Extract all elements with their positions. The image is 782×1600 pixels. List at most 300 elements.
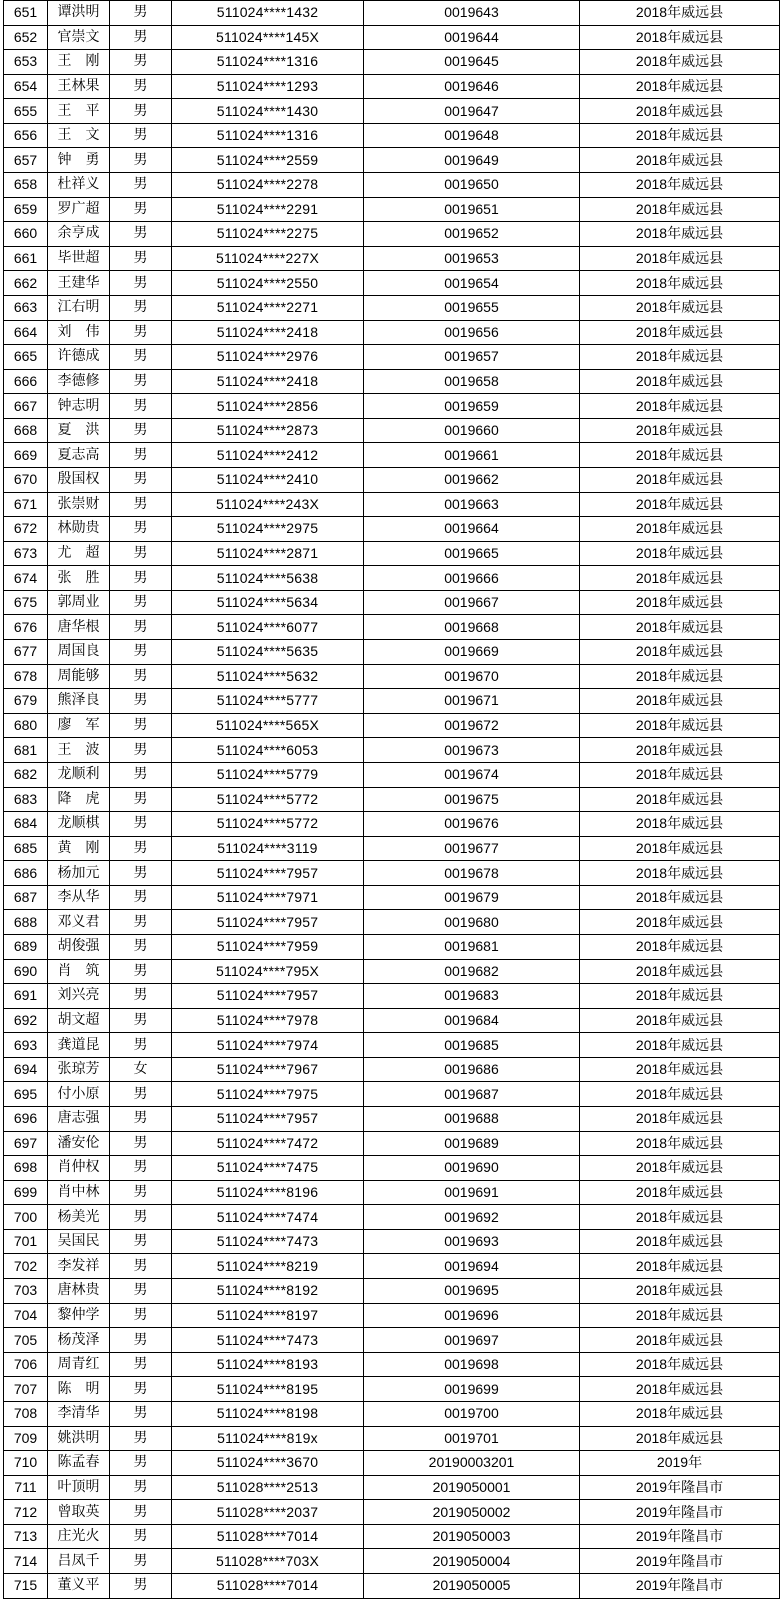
year-region: 2019年隆昌市 [580, 1574, 780, 1599]
person-name: 肖中林 [48, 1180, 110, 1205]
gender: 男 [110, 762, 172, 787]
year-region: 2018年威远县 [580, 934, 780, 959]
certificate-number: 0019666 [364, 566, 580, 591]
id-number: 511024****7967 [172, 1057, 364, 1082]
id-number: 511024****2418 [172, 320, 364, 345]
id-number: 511024****8198 [172, 1401, 364, 1426]
gender: 男 [110, 1229, 172, 1254]
year-region: 2018年威远县 [580, 1082, 780, 1107]
row-number: 666 [4, 369, 48, 394]
year-region: 2018年威远县 [580, 271, 780, 296]
table-row [4, 467, 780, 492]
certificate-number: 0019658 [364, 369, 580, 394]
table-row [4, 713, 780, 738]
id-number: 511024****2873 [172, 418, 364, 443]
year-region: 2018年威远县 [580, 517, 780, 542]
row-number: 709 [4, 1426, 48, 1451]
table-row [4, 566, 780, 591]
year-region: 2018年威远县 [580, 345, 780, 370]
year-region: 2018年威远县 [580, 222, 780, 247]
person-name: 林勋贵 [48, 517, 110, 542]
id-number: 511024****2975 [172, 517, 364, 542]
table-row [4, 148, 780, 173]
certificate-number: 0019651 [364, 197, 580, 222]
table-row [4, 812, 780, 837]
table-row [4, 1254, 780, 1279]
table-row [4, 910, 780, 935]
table-row [4, 664, 780, 689]
year-region: 2018年威远县 [580, 738, 780, 763]
person-name: 唐华根 [48, 615, 110, 640]
year-region: 2018年威远县 [580, 394, 780, 419]
table-row [4, 1451, 780, 1476]
id-number: 511024****2976 [172, 345, 364, 370]
table-row [4, 590, 780, 615]
gender: 男 [110, 74, 172, 99]
year-region: 2018年威远县 [580, 1229, 780, 1254]
row-number: 677 [4, 640, 48, 665]
table-row [4, 1131, 780, 1156]
row-number: 694 [4, 1057, 48, 1082]
certificate-number: 0019650 [364, 173, 580, 198]
year-region: 2018年威远县 [580, 1, 780, 26]
gender: 男 [110, 664, 172, 689]
table-row [4, 1352, 780, 1377]
gender: 男 [110, 689, 172, 714]
year-region: 2018年威远县 [580, 1180, 780, 1205]
table-row [4, 123, 780, 148]
certificate-number: 0019694 [364, 1254, 580, 1279]
id-number: 511024****7975 [172, 1082, 364, 1107]
year-region: 2018年威远县 [580, 1107, 780, 1132]
table-row [4, 861, 780, 886]
row-number: 676 [4, 615, 48, 640]
table-row [4, 934, 780, 959]
row-number: 658 [4, 173, 48, 198]
id-number: 511024****5772 [172, 787, 364, 812]
id-number: 511024****3670 [172, 1451, 364, 1476]
gender: 男 [110, 566, 172, 591]
row-number: 693 [4, 1033, 48, 1058]
row-number: 701 [4, 1229, 48, 1254]
year-region: 2018年威远县 [580, 910, 780, 935]
gender: 男 [110, 1352, 172, 1377]
certificate-number: 0019678 [364, 861, 580, 886]
certificate-number: 2019050002 [364, 1500, 580, 1525]
gender: 男 [110, 1156, 172, 1181]
gender: 男 [110, 1524, 172, 1549]
gender: 男 [110, 418, 172, 443]
year-region: 2018年威远县 [580, 812, 780, 837]
year-region: 2018年威远县 [580, 959, 780, 984]
certificate-number: 0019695 [364, 1279, 580, 1304]
table-row [4, 1156, 780, 1181]
table-row [4, 762, 780, 787]
year-region: 2018年威远县 [580, 99, 780, 124]
row-number: 671 [4, 492, 48, 517]
certificate-number: 0019674 [364, 762, 580, 787]
row-number: 678 [4, 664, 48, 689]
certificate-number: 0019657 [364, 345, 580, 370]
id-number: 511024****2278 [172, 173, 364, 198]
row-number: 688 [4, 910, 48, 935]
table-row [4, 295, 780, 320]
row-number: 704 [4, 1303, 48, 1328]
id-number: 511024****2271 [172, 295, 364, 320]
year-region: 2018年威远县 [580, 1377, 780, 1402]
person-name: 降 虎 [48, 787, 110, 812]
table-row [4, 1082, 780, 1107]
person-name: 姚洪明 [48, 1426, 110, 1451]
certificate-number: 0019699 [364, 1377, 580, 1402]
id-number: 511024****6077 [172, 615, 364, 640]
gender: 男 [110, 369, 172, 394]
gender: 男 [110, 345, 172, 370]
person-name: 王 波 [48, 738, 110, 763]
id-number: 511024****7957 [172, 984, 364, 1009]
id-number: 511024****7472 [172, 1131, 364, 1156]
gender: 男 [110, 934, 172, 959]
certificate-number: 0019648 [364, 123, 580, 148]
person-name: 曾取英 [48, 1500, 110, 1525]
gender: 男 [110, 1303, 172, 1328]
person-name: 杜祥义 [48, 173, 110, 198]
certificate-number: 0019665 [364, 541, 580, 566]
table-row [4, 517, 780, 542]
id-number: 511024****7971 [172, 885, 364, 910]
year-region: 2018年威远县 [580, 861, 780, 886]
id-number: 511024****227X [172, 246, 364, 271]
year-region: 2018年威远县 [580, 541, 780, 566]
table-row [4, 74, 780, 99]
year-region: 2018年威远县 [580, 1279, 780, 1304]
table-row [4, 443, 780, 468]
certificate-number: 0019667 [364, 590, 580, 615]
gender: 男 [110, 1082, 172, 1107]
person-name: 李德修 [48, 369, 110, 394]
row-number: 657 [4, 148, 48, 173]
id-number: 511024****565X [172, 713, 364, 738]
row-number: 692 [4, 1008, 48, 1033]
gender: 男 [110, 1401, 172, 1426]
table-row [4, 689, 780, 714]
certificate-number: 0019661 [364, 443, 580, 468]
gender: 男 [110, 615, 172, 640]
certificate-number: 0019682 [364, 959, 580, 984]
row-number: 651 [4, 1, 48, 26]
table-row [4, 222, 780, 247]
year-region: 2018年威远县 [580, 148, 780, 173]
table-row [4, 271, 780, 296]
gender: 男 [110, 295, 172, 320]
table-body [4, 1, 780, 1599]
certificate-number: 0019663 [364, 492, 580, 517]
person-name: 刘 伟 [48, 320, 110, 345]
certificate-number: 0019693 [364, 1229, 580, 1254]
table-row [4, 1279, 780, 1304]
certificate-number: 0019659 [364, 394, 580, 419]
gender: 男 [110, 222, 172, 247]
row-number: 652 [4, 25, 48, 50]
person-name: 殷国权 [48, 467, 110, 492]
id-number: 511024****2412 [172, 443, 364, 468]
certificate-number: 0019698 [364, 1352, 580, 1377]
table-row [4, 738, 780, 763]
table-row [4, 25, 780, 50]
certificate-number: 0019676 [364, 812, 580, 837]
person-name: 龚道昆 [48, 1033, 110, 1058]
row-number: 714 [4, 1549, 48, 1574]
year-region: 2018年威远县 [580, 1303, 780, 1328]
id-number: 511024****7959 [172, 934, 364, 959]
table-row [4, 1401, 780, 1426]
id-number: 511024****8193 [172, 1352, 364, 1377]
table-row [4, 615, 780, 640]
certificate-number: 2019050001 [364, 1475, 580, 1500]
row-number: 653 [4, 50, 48, 75]
person-name: 张琼芳 [48, 1057, 110, 1082]
gender: 男 [110, 271, 172, 296]
person-name: 夏 洪 [48, 418, 110, 443]
certificate-number: 0019689 [364, 1131, 580, 1156]
table-row [4, 50, 780, 75]
person-name: 毕世超 [48, 246, 110, 271]
table-row [4, 1574, 780, 1599]
table-row [4, 1, 780, 26]
certificate-number: 0019683 [364, 984, 580, 1009]
person-name: 杨茂泽 [48, 1328, 110, 1353]
table-row [4, 1549, 780, 1574]
row-number: 710 [4, 1451, 48, 1476]
certificate-number: 0019677 [364, 836, 580, 861]
id-number: 511028****2037 [172, 1500, 364, 1525]
table-row [4, 959, 780, 984]
gender: 男 [110, 713, 172, 738]
person-name: 廖 军 [48, 713, 110, 738]
year-region: 2018年威远县 [580, 1057, 780, 1082]
person-name: 黎仲学 [48, 1303, 110, 1328]
year-region: 2019年隆昌市 [580, 1549, 780, 1574]
gender: 男 [110, 1451, 172, 1476]
id-number: 511024****7957 [172, 1107, 364, 1132]
year-region: 2018年威远县 [580, 1352, 780, 1377]
certificate-number: 0019700 [364, 1401, 580, 1426]
id-number: 511024****2856 [172, 394, 364, 419]
certificate-number: 0019660 [364, 418, 580, 443]
row-number: 697 [4, 1131, 48, 1156]
year-region: 2018年威远县 [580, 836, 780, 861]
person-name: 罗广超 [48, 197, 110, 222]
row-number: 691 [4, 984, 48, 1009]
gender: 男 [110, 787, 172, 812]
gender: 男 [110, 50, 172, 75]
person-name: 黄 刚 [48, 836, 110, 861]
id-number: 511024****1293 [172, 74, 364, 99]
table-row [4, 836, 780, 861]
year-region: 2018年威远县 [580, 295, 780, 320]
table-row [4, 984, 780, 1009]
id-number: 511024****7974 [172, 1033, 364, 1058]
certificate-number: 0019664 [364, 517, 580, 542]
certificate-number: 0019686 [364, 1057, 580, 1082]
table-row [4, 1328, 780, 1353]
table-row [4, 492, 780, 517]
table-row [4, 1426, 780, 1451]
row-number: 715 [4, 1574, 48, 1599]
certificate-number: 0019688 [364, 1107, 580, 1132]
person-name: 钟 勇 [48, 148, 110, 173]
table-row [4, 1033, 780, 1058]
row-number: 687 [4, 885, 48, 910]
row-number: 698 [4, 1156, 48, 1181]
row-number: 670 [4, 467, 48, 492]
gender: 男 [110, 123, 172, 148]
person-name: 李清华 [48, 1401, 110, 1426]
person-name: 夏志高 [48, 443, 110, 468]
gender: 男 [110, 467, 172, 492]
row-number: 681 [4, 738, 48, 763]
id-number: 511024****7978 [172, 1008, 364, 1033]
year-region: 2018年威远县 [580, 590, 780, 615]
year-region: 2018年威远县 [580, 1008, 780, 1033]
row-number: 696 [4, 1107, 48, 1132]
id-number: 511024****145X [172, 25, 364, 50]
person-name: 付小原 [48, 1082, 110, 1107]
id-number: 511024****8192 [172, 1279, 364, 1304]
gender: 男 [110, 1475, 172, 1500]
person-name: 李从华 [48, 885, 110, 910]
table-row [4, 1107, 780, 1132]
gender: 男 [110, 1180, 172, 1205]
person-name: 郭周业 [48, 590, 110, 615]
id-number: 511024****3119 [172, 836, 364, 861]
row-number: 680 [4, 713, 48, 738]
gender: 男 [110, 1574, 172, 1599]
row-number: 689 [4, 934, 48, 959]
person-name: 叶顶明 [48, 1475, 110, 1500]
gender: 男 [110, 1500, 172, 1525]
person-name: 刘兴亮 [48, 984, 110, 1009]
id-number: 511024****2559 [172, 148, 364, 173]
table-row [4, 173, 780, 198]
table-row [4, 1057, 780, 1082]
row-number: 700 [4, 1205, 48, 1230]
year-region: 2018年威远县 [580, 1033, 780, 1058]
row-number: 673 [4, 541, 48, 566]
person-name: 王 文 [48, 123, 110, 148]
certificate-number: 0019680 [364, 910, 580, 935]
table-row [4, 1303, 780, 1328]
year-region: 2018年威远县 [580, 984, 780, 1009]
gender: 男 [110, 1279, 172, 1304]
year-region: 2018年威远县 [580, 320, 780, 345]
table-row [4, 1475, 780, 1500]
person-name: 龙顺棋 [48, 812, 110, 837]
row-number: 695 [4, 1082, 48, 1107]
year-region: 2019年隆昌市 [580, 1475, 780, 1500]
table-row [4, 197, 780, 222]
certificate-number: 0019684 [364, 1008, 580, 1033]
id-number: 511028****703X [172, 1549, 364, 1574]
certificate-number: 20190003201 [364, 1451, 580, 1476]
id-number: 511024****1316 [172, 123, 364, 148]
row-number: 674 [4, 566, 48, 591]
id-number: 511024****2275 [172, 222, 364, 247]
id-number: 511024****795X [172, 959, 364, 984]
year-region: 2018年威远县 [580, 1426, 780, 1451]
year-region: 2018年威远县 [580, 25, 780, 50]
person-name: 张崇财 [48, 492, 110, 517]
certificate-number: 0019669 [364, 640, 580, 665]
row-number: 659 [4, 197, 48, 222]
year-region: 2018年威远县 [580, 418, 780, 443]
gender: 男 [110, 640, 172, 665]
year-region: 2018年威远县 [580, 615, 780, 640]
table-row [4, 320, 780, 345]
gender: 男 [110, 541, 172, 566]
person-name: 王建华 [48, 271, 110, 296]
row-number: 655 [4, 99, 48, 124]
person-name: 江右明 [48, 295, 110, 320]
row-number: 679 [4, 689, 48, 714]
gender: 男 [110, 1033, 172, 1058]
person-name: 张 胜 [48, 566, 110, 591]
row-number: 711 [4, 1475, 48, 1500]
gender: 男 [110, 590, 172, 615]
gender: 男 [110, 1426, 172, 1451]
gender: 女 [110, 1057, 172, 1082]
year-region: 2018年威远县 [580, 467, 780, 492]
row-number: 699 [4, 1180, 48, 1205]
row-number: 684 [4, 812, 48, 837]
year-region: 2019年 [580, 1451, 780, 1476]
id-number: 511024****1430 [172, 99, 364, 124]
table-row [4, 1377, 780, 1402]
person-name: 陈 明 [48, 1377, 110, 1402]
table-row [4, 1500, 780, 1525]
row-number: 702 [4, 1254, 48, 1279]
person-name: 潘安伦 [48, 1131, 110, 1156]
row-number: 662 [4, 271, 48, 296]
id-number: 511024****8195 [172, 1377, 364, 1402]
person-name: 钟志明 [48, 394, 110, 419]
id-number: 511024****5772 [172, 812, 364, 837]
certificate-number: 0019690 [364, 1156, 580, 1181]
row-number: 672 [4, 517, 48, 542]
year-region: 2018年威远县 [580, 246, 780, 271]
gender: 男 [110, 885, 172, 910]
gender: 男 [110, 25, 172, 50]
table-row [4, 418, 780, 443]
gender: 男 [110, 443, 172, 468]
id-number: 511024****7474 [172, 1205, 364, 1230]
table-row [4, 246, 780, 271]
table-row [4, 885, 780, 910]
gender: 男 [110, 910, 172, 935]
gender: 男 [110, 959, 172, 984]
certificate-number: 2019050003 [364, 1524, 580, 1549]
person-name: 王 平 [48, 99, 110, 124]
certificate-number: 0019679 [364, 885, 580, 910]
row-number: 661 [4, 246, 48, 271]
gender: 男 [110, 1377, 172, 1402]
id-number: 511024****6053 [172, 738, 364, 763]
person-name: 龙顺利 [48, 762, 110, 787]
id-number: 511024****8196 [172, 1180, 364, 1205]
id-number: 511024****243X [172, 492, 364, 517]
id-number: 511024****7957 [172, 861, 364, 886]
person-name: 王 刚 [48, 50, 110, 75]
